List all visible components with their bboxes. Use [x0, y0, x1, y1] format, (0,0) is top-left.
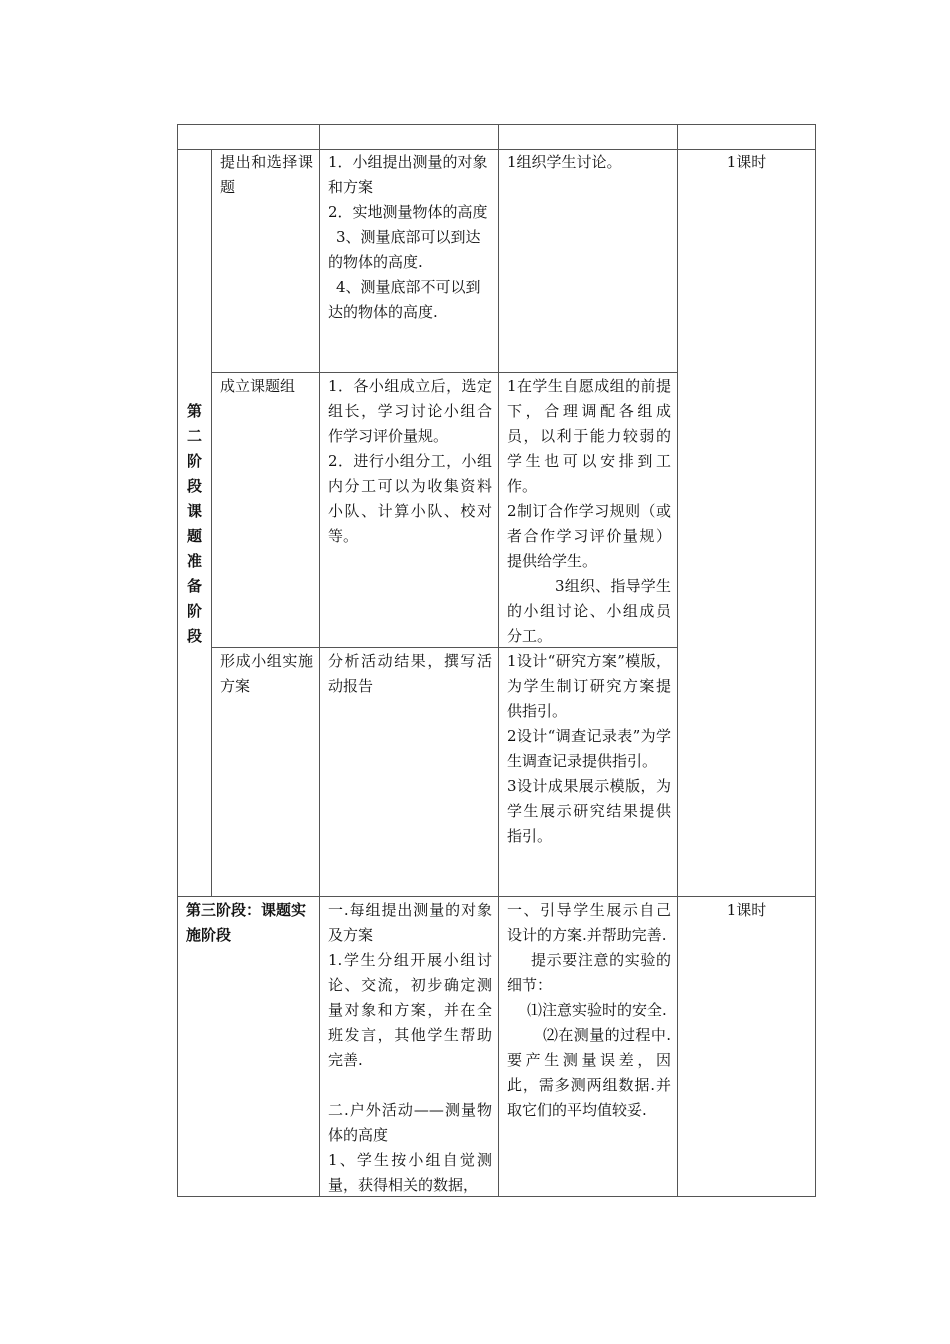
stage2-row3-teacher: 1设计“研究方案”模版，为学生制订研究方案提供指引。 2设计“调查记录表”为学生调查记录提供指引。 3设计成果展示模版，为学生展示研究结果提供指引。: [507, 652, 671, 845]
stage3-teacher: 一、引导学生展示自己设计的方案.并帮助完善. 提示要注意的实验的细节： ⑴注意实验时的安全. ⑵在测量的过程中.要产生测量误差，因此，需多测两组数据.并取它们的平均值较妥.: [507, 901, 671, 1119]
stage2-row3-student: 分析活动结果，撰写活动报告: [328, 652, 492, 695]
stage2-row2-teacher: 1在学生自愿成组的前提下，合理调配各组成员，以利于能力较弱的学生也可以安排到工作。 2制订合作学习规则（或者合作学习评价量规）提供给学生。 3组织、指导学生的小组讨论、小组成员分工。: [507, 377, 671, 645]
stage2-time: 1课时: [726, 153, 767, 171]
teacher-col-divider: [677, 124, 678, 1197]
stage2-row3-activity: 形成小组实施方案: [220, 652, 313, 695]
stage2-title: 第二阶段课题准备阶段: [186, 401, 202, 645]
row-divider-1: [211, 372, 677, 373]
activity-col-divider: [319, 124, 320, 1197]
stage-col-divider: [211, 149, 212, 897]
table-border-top: [177, 124, 815, 125]
stage2-row1-student: 1．小组提出测量的对象和方案 2．实地测量物体的高度 3、测量底部可以到达的物体的高度. 4、测量底部不可以到达的物体的高度.: [328, 153, 488, 321]
student-col-divider: [498, 124, 499, 1197]
stage2-row1-activity: 提出和选择课题: [220, 153, 313, 196]
stage3-student: 一.每组提出测量的对象及方案 1.学生分组开展小组讨论、交流，初步确定测量对象和方案，并在全班发言，其他学生帮助完善. 二.户外活动——测量物体的高度 1、学生按小组自觉测量，获得相关的数据，: [328, 901, 492, 1194]
stage2-title-cell: [178, 150, 211, 897]
table-border-right: [815, 124, 816, 1197]
stage-divider: [177, 896, 815, 897]
stage2-row2-student: 1．各小组成立后，选定组长，学习讨论小组合作学习评价量规。 2．进行小组分工，小组内分工可以为收集资料小队、计算小队、校对等。: [328, 377, 492, 545]
stage2-row1-teacher: 1组织学生讨论。: [507, 153, 622, 171]
table-border-bottom: [177, 1196, 815, 1197]
stage3-time: 1课时: [726, 901, 767, 919]
stage2-row2-activity: 成立课题组: [220, 377, 296, 395]
stage3-title: 第三阶段：课题实施阶段: [186, 901, 307, 944]
